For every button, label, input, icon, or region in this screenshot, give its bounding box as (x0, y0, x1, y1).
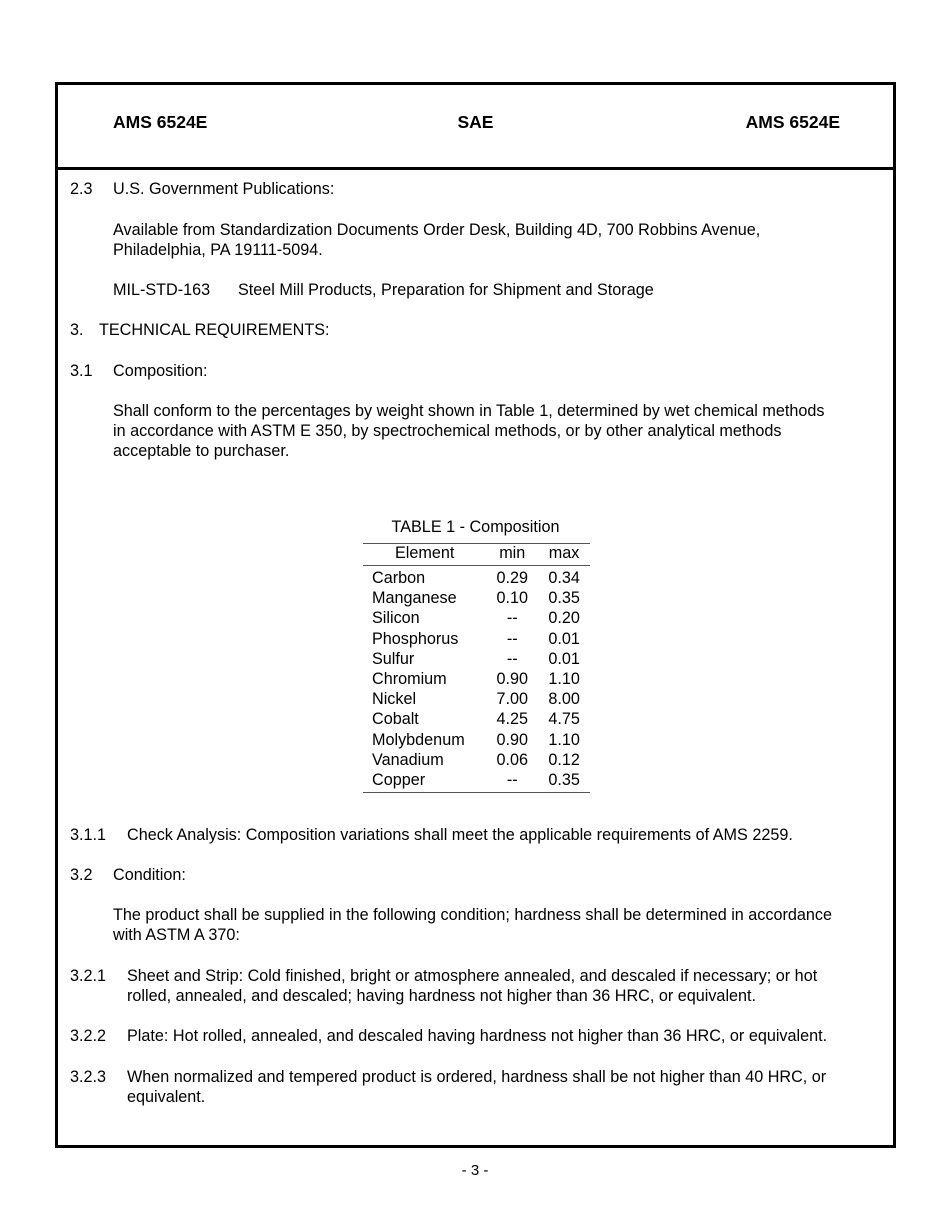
cell-element: Carbon (372, 569, 426, 587)
cell-max: 0.20 (548, 609, 580, 628)
table-row (363, 669, 590, 689)
cell-min: -- (506, 609, 518, 628)
sec-2-3-number: 2.3 (70, 180, 93, 198)
table-row (363, 566, 590, 589)
cell-element: Sulfur (372, 649, 415, 668)
reference-code: MIL-STD-163 (113, 281, 211, 299)
sec-3-2-2-number: 3.2.2 (70, 1027, 107, 1045)
table-row (363, 649, 590, 669)
cell-min: -- (506, 629, 518, 648)
sec-3-2-3-line1: When normalized and tempered product is ordered, hardness shall be not higher than 40 HRC, or (127, 1068, 827, 1086)
header-doc-id-left: AMS 6524E (113, 112, 208, 132)
sec-3-1-line3: acceptable to purchaser. (113, 442, 290, 460)
cell-element: Molybdenum (372, 730, 465, 749)
sec-2-3-text-line1: Available from Standardization Documents Order Desk, Building 4D, 700 Robbins Avenue, (113, 221, 761, 239)
sec-3-1-line1: Shall conform to the percentages by weight shown in Table 1, determined by wet chemical methods (113, 402, 825, 420)
cell-element: Vanadium (372, 750, 444, 769)
cell-min: 0.10 (496, 589, 528, 608)
table-title: TABLE 1 - Composition (391, 518, 560, 536)
table-row (363, 730, 590, 750)
cell-element: Nickel (372, 690, 417, 709)
cell-max: 8.00 (548, 690, 580, 709)
sec-3-number: 3. (70, 321, 84, 339)
sec-3-title: TECHNICAL REQUIREMENTS: (99, 321, 330, 339)
cell-min: 0.90 (496, 670, 528, 689)
sec-3-1-title: Composition: (113, 362, 208, 380)
cell-element: Cobalt (372, 710, 419, 729)
cell-max: 0.01 (548, 629, 580, 648)
cell-max: 0.35 (548, 589, 580, 608)
cell-max: 1.10 (548, 670, 580, 689)
table-row (363, 709, 590, 729)
sec-3-2-line2: with ASTM A 370: (113, 926, 240, 944)
sec-3-2-2-text: Plate: Hot rolled, annealed, and descaled having hardness not higher than 36 HRC, or equivalent. (127, 1027, 828, 1045)
sec-3-2-1-line1: Sheet and Strip: Cold finished, bright or atmosphere annealed, and descaled if necessary; or hot (127, 967, 818, 985)
sec-3-1-1-number: 3.1.1 (70, 826, 107, 844)
cell-max: 1.10 (548, 730, 580, 749)
page-number: - 3 - (461, 1162, 489, 1179)
header-org: SAE (457, 112, 494, 132)
sec-3-2-3-line2: equivalent. (127, 1088, 206, 1106)
table-row (363, 608, 590, 628)
cell-element: Silicon (372, 609, 420, 628)
cell-min: -- (506, 771, 518, 790)
document-header (58, 85, 893, 170)
cell-min: 0.29 (496, 569, 528, 587)
cell-min: 0.06 (496, 750, 528, 769)
cell-min: 7.00 (496, 690, 528, 709)
composition-table (363, 543, 590, 793)
cell-element: Phosphorus (372, 629, 459, 648)
cell-max: 0.34 (548, 569, 580, 587)
cell-element: Chromium (372, 670, 447, 689)
cell-min: 4.25 (496, 710, 528, 729)
table-row (363, 750, 590, 770)
table-row (363, 770, 590, 793)
sec-3-1-1-text: Check Analysis: Composition variations shall meet the applicable requirements of AMS 2259. (127, 826, 793, 844)
cell-element: Copper (372, 771, 426, 790)
cell-max: 4.75 (548, 710, 580, 729)
table-row (363, 588, 590, 608)
cell-max: 0.01 (548, 649, 580, 668)
table-header-row (363, 544, 590, 566)
sec-2-3-title: U.S. Government Publications: (113, 180, 335, 198)
sec-3-2-1-line2: rolled, annealed, and descaled; having hardness not higher than 36 HRC, or equivalent. (127, 987, 757, 1005)
sec-3-1-line2: in accordance with ASTM E 350, by spectrochemical methods, or by other analytical methods (113, 422, 782, 440)
cell-max: 0.35 (548, 771, 580, 790)
sec-3-2-line1: The product shall be supplied in the following condition; hardness shall be determined in accordance (113, 906, 832, 924)
cell-min: 0.90 (496, 730, 528, 749)
sec-3-1-number: 3.1 (70, 362, 93, 380)
header-max: max (538, 544, 590, 566)
page-frame (55, 82, 896, 1148)
cell-element: Manganese (372, 589, 457, 608)
header-min: min (486, 544, 538, 566)
table-row (363, 689, 590, 709)
header-doc-id-right: AMS 6524E (745, 112, 840, 132)
sec-3-2-number: 3.2 (70, 866, 93, 884)
header-element: Element (363, 544, 486, 566)
sec-3-2-title: Condition: (113, 866, 186, 884)
sec-3-2-3-number: 3.2.3 (70, 1068, 107, 1086)
table-row (363, 629, 590, 649)
cell-max: 0.12 (548, 750, 580, 769)
sec-3-2-1-number: 3.2.1 (70, 967, 107, 985)
cell-min: -- (506, 649, 518, 668)
sec-2-3-text-line2: Philadelphia, PA 19111-5094. (113, 241, 323, 259)
reference-title: Steel Mill Products, Preparation for Shipment and Storage (238, 281, 654, 299)
